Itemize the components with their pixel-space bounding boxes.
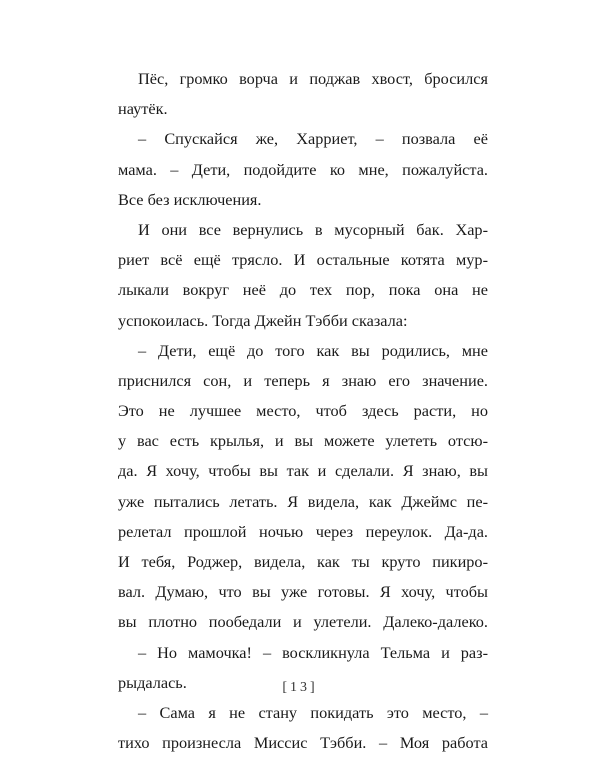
text-line: И тебя, Роджер, видела, как ты круто пикиро- (118, 552, 488, 571)
text-line: – Дети, ещё до того как вы родились, мне (138, 340, 488, 360)
text-line: лыкали вокруг неё до тех пор, пока она не (118, 280, 488, 300)
text-line: да. Я хочу, чтобы вы так и сделали. Я знаю, вы (118, 461, 488, 481)
text-line: тихо произнесла Миссис Тэбби. – Моя работа (118, 733, 488, 753)
text-line: Пёс, громко ворча и поджав хвост, бросился (138, 69, 488, 88)
text-line: И они все вернулись в мусорный бак. Хар- (138, 219, 488, 239)
body-text (118, 64, 488, 758)
page-number: [13] (282, 680, 318, 695)
text-line: Это не лучшее место, чтоб здесь расти, но (118, 401, 488, 421)
text-line: – Но мамочка! – воскликнула Тельма и раз- (138, 642, 488, 662)
text-line: – Сама я не стану покидать это место, – (138, 702, 488, 722)
text-line: уже пытались летать. Я видела, как Джеймс пе- (118, 491, 488, 511)
text-line: релетал прошлой ночью через переулок. Да-да. (118, 521, 488, 541)
text-line: Все без исключения. (118, 189, 262, 209)
text-line: вал. Думаю, что вы уже готовы. Я хочу, чтобы (118, 582, 488, 602)
text-line: риет всё ещё трясло. И остальные котята мур- (118, 250, 488, 270)
text-line: мама. – Дети, подойдите ко мне, пожалуйста. (118, 159, 488, 179)
text-line: – Спускайся же, Харриет, – позвала её (138, 129, 488, 149)
text-line: наутёк. (118, 99, 168, 119)
text-line: приснился сон, и теперь я знаю его значение. (118, 370, 488, 390)
text-line: рыдалась. (118, 672, 187, 692)
text-line: успокоилась. Тогда Джейн Тэбби сказала: (118, 310, 408, 330)
text-line: вы плотно пообедали и улетели. Далеко-далеко. (118, 612, 488, 632)
text-line: у вас есть крылья, и вы можете улететь отсю- (118, 431, 488, 451)
